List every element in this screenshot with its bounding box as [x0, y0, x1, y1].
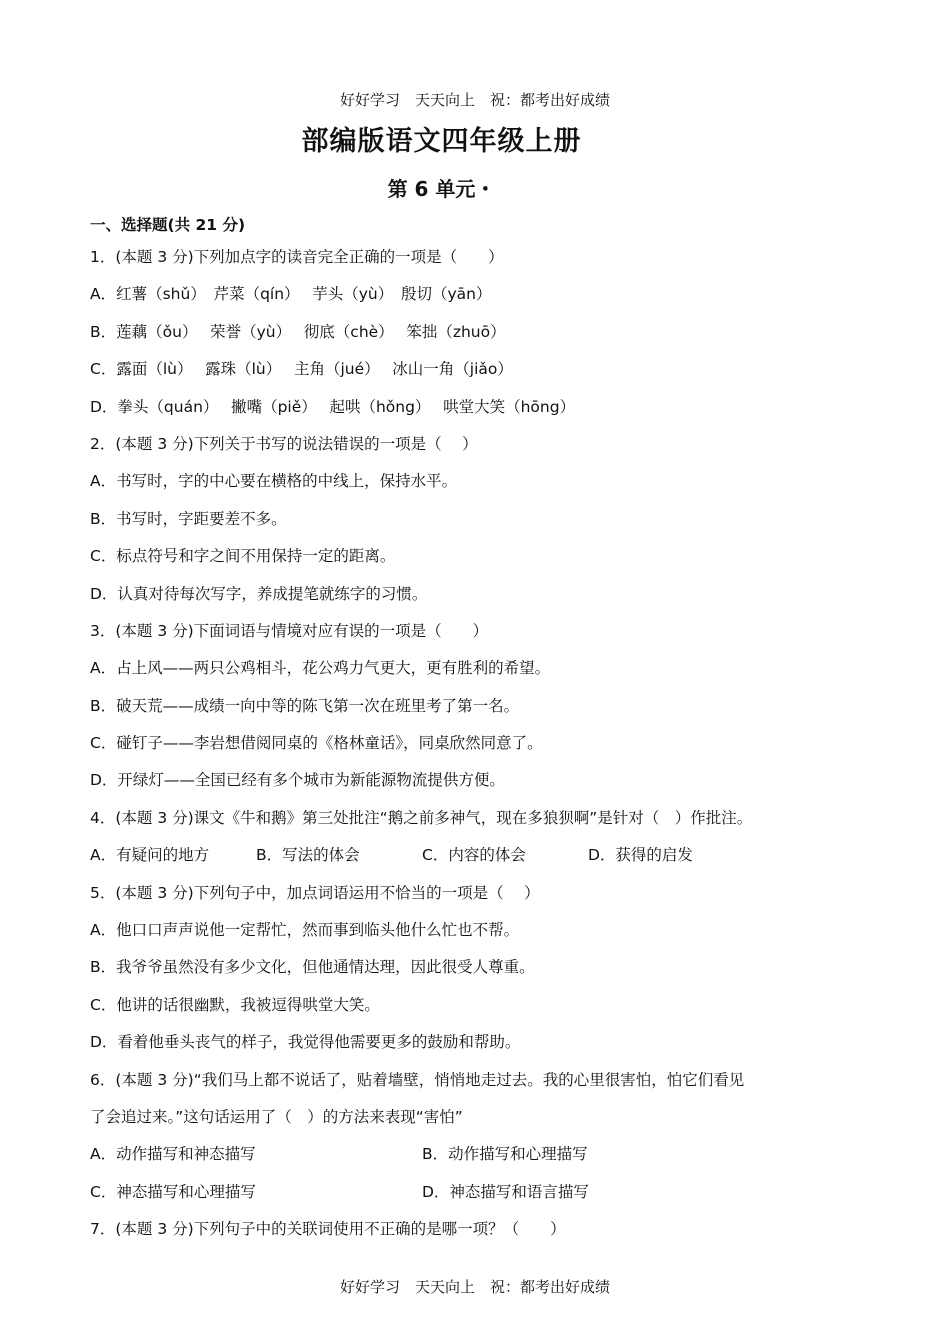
- question-6-option-b: B．动作描写和心理描写: [422, 1145, 588, 1164]
- question-5-option-c: C．他讲的话很幽默，我被逗得哄堂大笑。: [90, 995, 380, 1014]
- question-5-option-a: A．他口口声声说他一定帮忙，然而事到临头他什么忙也不帮。: [90, 921, 520, 940]
- question-4-option-b: B．写法的体会: [256, 846, 360, 865]
- page-header: 好好学习 天天向上 祝：都考出好成绩: [339, 91, 610, 109]
- question-7-stem: 7．(本题 3 分)下列句子中的关联词使用不正确的是哪一项？（ ）: [90, 1220, 566, 1239]
- question-1-option-b: B．莲藕（ǒu） 荣誉（yù） 彻底（chè） 笨拙（zhuō）: [90, 322, 506, 341]
- question-1-stem: 1．(本题 3 分)下列加点字的读音完全正确的一项是（ ）: [90, 248, 504, 266]
- question-1-option-a: A．红薯（shǔ） 芹菜（qín） 芋头（yù） 殷切（yān）: [90, 285, 492, 304]
- question-6-options-row-2: [90, 1174, 810, 1211]
- unit-subtitle: 第 6 单元・: [387, 177, 496, 201]
- question-6-stem-line-2: 了会追过来。”这句话运用了（ ）的方法来表现“害怕”: [90, 1107, 463, 1126]
- question-3-option-c: C．碰钉子——李岩想借阅同桌的《格林童话》，同桌欣然同意了。: [90, 734, 543, 753]
- question-6-stem-line-1: 6．(本题 3 分)“我们马上都不说话了，贴着墙壁，悄悄地走过去。我的心里很害怕，怕它们看见: [90, 1070, 745, 1089]
- question-6-option-c: C．神态描写和心理描写: [90, 1182, 256, 1201]
- question-3-option-d: D．开绿灯——全国已经有多个城市为新能源物流提供方便。: [90, 771, 505, 790]
- question-5-option-b: B．我爷爷虽然没有多少文化，但他通情达理，因此很受人尊重。: [90, 958, 535, 977]
- question-6-option-d: D．神态描写和语言描写: [422, 1182, 589, 1201]
- question-4-option-a: A．有疑问的地方: [90, 846, 210, 865]
- question-3-option-a: A．占上风——两只公鸡相斗，花公鸡力气更大，更有胜利的希望。: [90, 659, 551, 678]
- question-6-options-row-1: [90, 1136, 810, 1173]
- question-1-option-d: D．拳头（quán） 撇嘴（piě） 起哄（hǒng） 哄堂大笑（hōng）: [90, 397, 576, 416]
- question-2-option-b: B．书写时，字距要差不多。: [90, 509, 287, 528]
- section-heading: 一、选择题(共 21 分): [90, 216, 246, 234]
- exam-content: [90, 214, 810, 1249]
- question-1-option-c: C．露面（lù） 露珠（lù） 主角（jué） 冰山一角（jiǎo）: [90, 360, 513, 379]
- page-title: 部编版语文四年级上册: [301, 126, 582, 157]
- question-5-option-d: D．看着他垂头丧气的样子，我觉得他需要更多的鼓励和帮助。: [90, 1033, 521, 1052]
- question-2-option-a: A．书写时，字的中心要在横格的中线上，保持水平。: [90, 472, 458, 491]
- question-2-option-d: D．认真对待每次写字，养成提笔就练字的习惯。: [90, 584, 428, 603]
- question-2-stem: 2．(本题 3 分)下列关于书写的说法错误的一项是（ ）: [90, 434, 478, 453]
- question-2-option-c: C．标点符号和字之间不用保持一定的距离。: [90, 547, 396, 566]
- question-4-option-d: D．获得的启发: [588, 846, 693, 865]
- question-6-option-a: A．动作描写和神态描写: [90, 1145, 256, 1164]
- question-4-option-c: C．内容的体会: [422, 846, 526, 865]
- question-3-stem: 3．(本题 3 分)下面词语与情境对应有误的一项是（ ）: [90, 621, 489, 640]
- page-footer: 好好学习 天天向上 祝：都考出好成绩: [339, 1278, 610, 1296]
- question-4-stem: 4．(本题 3 分)课文《牛和鹅》第三处批注“鹅之前多神气，现在多狼狈啊”是针对（ ）作批注。: [90, 808, 753, 827]
- question-5-stem: 5．(本题 3 分)下列句子中，加点词语运用不恰当的一项是（ ）: [90, 883, 540, 902]
- question-4-options: [90, 837, 810, 874]
- question-3-option-b: B．破天荒——成绩一向中等的陈飞第一次在班里考了第一名。: [90, 696, 520, 715]
